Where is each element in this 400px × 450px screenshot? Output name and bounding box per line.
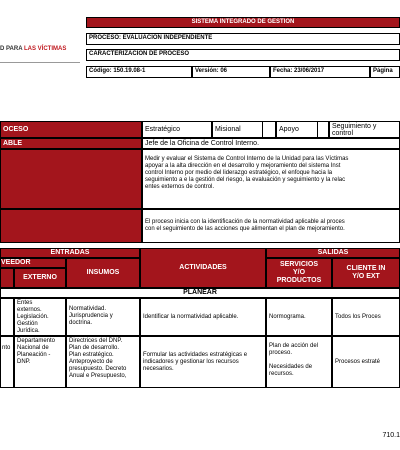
objective-text [142, 149, 400, 209]
row-line: necesarios. [143, 366, 174, 372]
row-line: nto [2, 345, 11, 351]
table-row-2-inputs [66, 336, 140, 388]
document-version-text: Versión: 06 [195, 68, 228, 74]
table-row-2-internal [0, 336, 14, 388]
external-header-text: EXTERNO [23, 274, 57, 281]
internal-header [0, 268, 14, 288]
row-line: Entes [17, 300, 33, 306]
row-line: doctrina. [69, 320, 93, 326]
row-line: presupuesto. Decreto [69, 366, 127, 372]
row-spacer [269, 357, 329, 364]
type-strategic-text: Estratégico [145, 126, 181, 133]
row-line: indicadores y gestionar los recursos [143, 359, 239, 365]
document-code [86, 66, 192, 78]
objective-line: apoyar a la alta dirección en el desarrollo y mejoramiento del sistema Inst [145, 163, 341, 169]
process-name-text: PROCESO: EVALUACION INDEPENDIENTE [89, 35, 213, 41]
footer-code: 710.1 [382, 432, 400, 439]
process-name [86, 33, 400, 45]
activities-header-text: ACTIVIDADES [179, 264, 227, 271]
external-header [14, 268, 66, 288]
row-line: proceso. [269, 350, 293, 356]
activities-header [140, 248, 266, 288]
entradas-header [0, 248, 140, 258]
table-row-2-activity [140, 336, 266, 388]
row-line: Identificar la normatividad aplicable. [143, 314, 239, 320]
scope-label [0, 209, 142, 243]
logo-text-part: D PARA [0, 46, 24, 52]
services-header-line: Y/O [292, 269, 306, 276]
table-row-1-inputs [66, 298, 140, 336]
objective-line: entes externos de control. [145, 184, 215, 190]
table-row-1-external [14, 298, 66, 336]
characterization-title [86, 49, 400, 61]
type-support-check [317, 121, 329, 138]
table-row-1-service [266, 298, 332, 336]
type-support-text: Apoyo [279, 126, 299, 133]
document-date [270, 66, 370, 78]
supplier-header-text: VEEDOR [1, 259, 31, 266]
document-page [370, 66, 400, 78]
system-title-text: SISTEMA INTEGRADO DE GESTION [191, 19, 295, 25]
salidas-header [266, 248, 400, 258]
row-line: externos. [17, 307, 42, 313]
type-missional-text: Misional [215, 126, 241, 133]
services-header [266, 258, 332, 288]
row-line: Jurisprudencia y [69, 313, 113, 319]
type-control [329, 121, 400, 138]
type-missional-check [262, 121, 276, 138]
objective-line: Medir y evaluar el Sistema de Control Interno de la Unidad para las Víctimas [145, 156, 349, 162]
responsible-value [142, 138, 400, 149]
document-page-text: Página [373, 68, 393, 74]
row-line: Directrices del DNP. [69, 338, 123, 344]
type-control-text: Seguimiento y control [332, 123, 377, 137]
client-header-line: Y/O EXT [352, 273, 380, 280]
table-row-2-service [266, 336, 332, 388]
services-header-line: PRODUCTOS [276, 277, 322, 284]
responsible-label-text: ABLE [3, 139, 23, 147]
row-line: Todos los Proces [335, 314, 381, 320]
services-header-line: SERVICIOS [280, 261, 318, 268]
scope-line: con el seguimiento de las acciones que alimentan el plan de mejoramiento. [145, 226, 345, 232]
responsible-value-text: Jefe de la Oficina de Control Interno. [145, 140, 260, 147]
system-title [86, 17, 400, 28]
objective-line: control Interno por medio del liderazgo estratégico, el enfoque hacia la [145, 170, 333, 176]
table-row-1-activity [140, 298, 266, 336]
inputs-header-text: INSUMOS [86, 269, 120, 276]
row-line: Planeación - [17, 352, 51, 358]
document-date-text: Fecha: 23/06/2017 [273, 68, 325, 74]
phase-label [0, 288, 400, 298]
process-label [0, 121, 142, 138]
table-row-2-external [14, 336, 66, 388]
row-line: Jurídica. [17, 328, 40, 334]
entity-logo [0, 46, 66, 52]
table-row-2-client [332, 336, 400, 388]
row-line: Anteproyecto de [69, 359, 113, 365]
row-line: recursos. [269, 371, 294, 377]
row-line: Gestión [17, 321, 38, 327]
objective-line: seguimiento a e la gestión del riesgo, la evaluación y seguimiento y la relac [145, 177, 346, 183]
process-label-text: OCESO [3, 125, 29, 133]
phase-label-text: PLANEAR [183, 289, 217, 296]
row-line: Necesidades de [269, 364, 313, 370]
row-line: Formular las actividades estratégicas e [143, 352, 248, 358]
table-row-1-client [332, 298, 400, 336]
row-line: Procesos estraté [335, 359, 381, 365]
row-line: Normograma. [269, 314, 306, 320]
row-line: Departamento [17, 338, 56, 344]
entradas-header-text: ENTRADAS [50, 249, 90, 256]
salidas-header-text: SALIDAS [317, 249, 349, 256]
responsible-label [0, 138, 142, 149]
row-line: Anual e Presupuesto, [69, 373, 127, 379]
logo-text-highlight: LAS VÍCTIMAS [24, 46, 67, 52]
scope-text [142, 209, 400, 243]
type-strategic [142, 121, 212, 138]
client-header-line: CLIENTE IN [346, 265, 386, 272]
document-version [192, 66, 270, 78]
row-line: Plan de acción del [269, 343, 319, 349]
row-line: Nacional de [17, 345, 49, 351]
row-line: Legislación. [17, 314, 49, 320]
client-header [332, 258, 400, 288]
characterization-text: CARACTERIZACIÓN DE PROCESO [89, 51, 190, 57]
document-code-text: Código: 150.19.08-1 [89, 68, 146, 74]
logo-divider [0, 62, 80, 63]
row-line: Plan de desarrollo. [69, 345, 120, 351]
row-line: DNP. [17, 359, 31, 365]
row-line: Plan estratégico. [69, 352, 114, 358]
objective-label [0, 149, 142, 209]
row-line: Normatividad. [69, 306, 107, 312]
inputs-header [66, 258, 140, 288]
scope-line: El proceso inicia con la identificación de la normatividad aplicable al proces [145, 219, 345, 225]
supplier-header [0, 258, 66, 268]
table-row-1-internal [0, 298, 14, 336]
